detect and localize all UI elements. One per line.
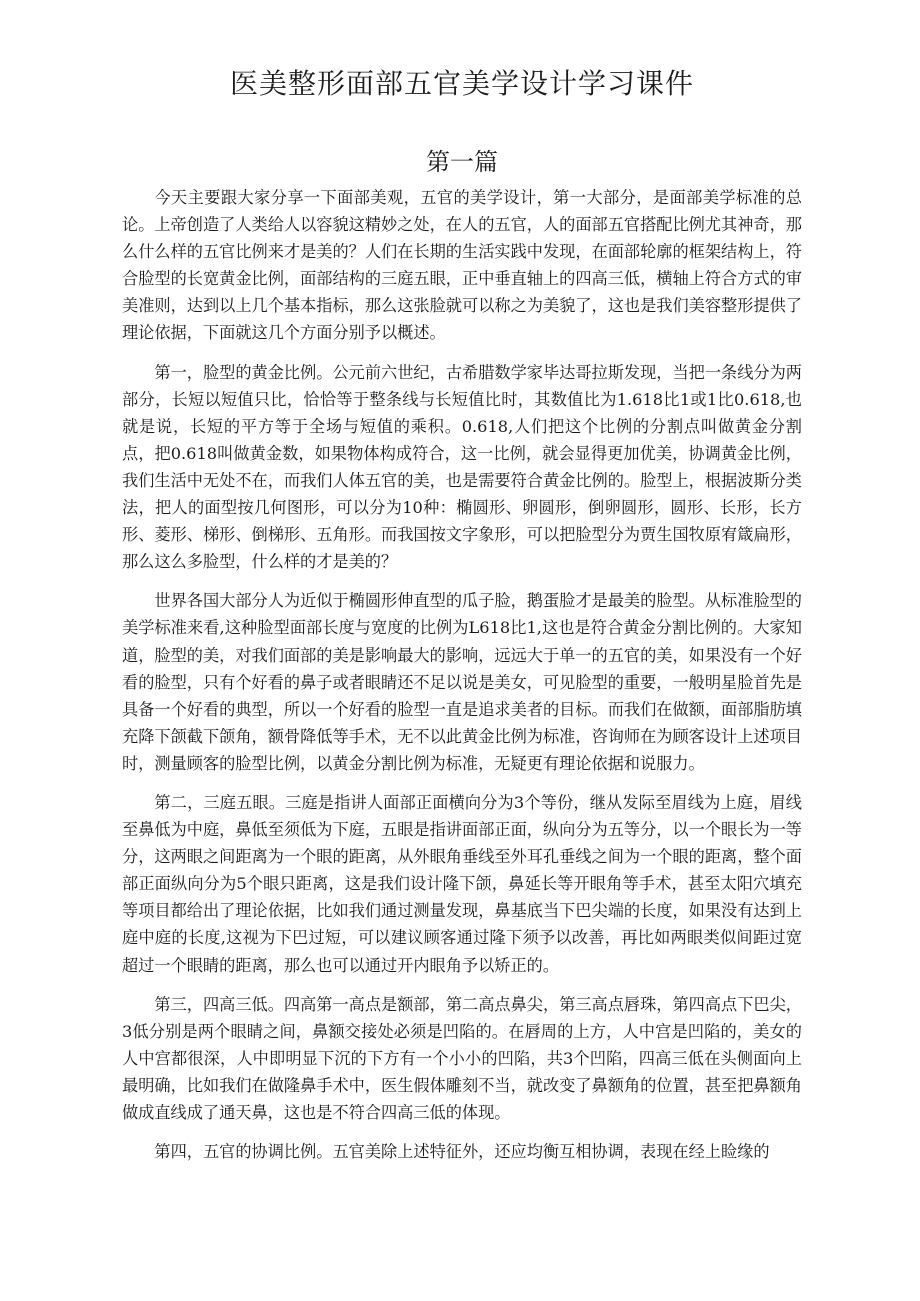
paragraph-four-high-three-low: 第三，四高三低。四高第一高点是额部，第二高点鼻尖，第三高点唇珠，第四高点下巴尖，3低分别是两个眼睛之间，鼻额交接处必须是凹陷的。在唇周的上方，人中宫是凹陷的，美女的人中宫都很深，人中即明显下沉的下方有一个小小的凹陷，共3个凹陷，四高三低在头侧面向上最明确，比如我们在做隆鼻手术中，医生假体雕刻不当，就改变了鼻额角的位置，甚至把鼻额角做成直线成了通天鼻，这也是不符合四高三低的体现。 bbox=[122, 994, 802, 1122]
document-title: 医美整形面部五官美学设计学习课件 bbox=[229, 67, 694, 100]
paragraph-golden-ratio: 第一，脸型的黄金比例。公元前六世纪，古希腊数学家毕达哥拉斯发现，当把一条线分为两部分，长短以短值只比，恰恰等于整条线与长短值比时，其数值比为1.618比1或1比0.618,也就是说，长短的平方等于全场与短值的乘积。0.618,人们把这个比例的分割点叫做黄金分割点，把0.618叫做黄金数，如果物体构成符合，这一比例，就会显得更加优美，协调黄金比例，我们生活中无处不在，而我们人体五官的美，也是需要符合黄金比例的。脸型上，根据波斯分类法，把人的面型按几何图形，可以分为10种：椭圆形、卵圆形，倒卵圆形，圆形、长形，长方形、菱形、梯形、倒梯形、五角形。而我国按文字象形，可以把脸型分为贾生国牧原宥箴扁形，那么这么多脸型，什么样的才是美的？ bbox=[122, 362, 802, 572]
paragraph-intro: 今天主要跟大家分享一下面部美观，五官的美学设计，第一大部分，是面部美学标准的总论。上帝创造了人类给人以容貌这精妙之处，在人的五官，人的面部五官搭配比例尤其神奇，那么什么样的五官比例来才是美的？人们在长期的生活实践中发现，在面部轮廓的框架结构上，符合脸型的长宽黄金比例，面部结构的三庭五眼，正中垂直轴上的四高三低，横轴上符合方式的审美准则，达到以上几个基本指标，那么这张脸就可以称之为美貌了，这也是我们美容整形提供了理论依据，下面就这几个方面分别予以概述。 bbox=[122, 188, 802, 343]
paragraph-face-shape: 世界各国大部分人为近似于椭圆形伸直型的瓜子脸，鹅蛋脸才是最美的脸型。从标准脸型的美学标准来看,这种脸型面部长度与宽度的比例为L618比1,这也是符合黄金分割比例的。大家知道，脸型的美，对我们面部的美是影响最大的影响，远远大于单一的五官的美，如果没有一个好看的脸型，只有个好看的鼻子或者眼睛还不足以说是美女，可见脸型的重要，一般明星脸首先是具备一个好看的典型，所以一个好看的脸型一直是追求美者的目标。而我们在做额，面部脂肪填充降下颌截下颌角，额骨降低等手术，无不以此黄金比例为标准，咨询师在为顾客设计上述项目时，测量顾客的脸型比例，以黄金分割比例为标准，无疑更有理论依据和说服力。 bbox=[122, 591, 802, 773]
section-title: 第一篇 bbox=[426, 148, 498, 176]
paragraph-three-courts-five-eyes: 第二，三庭五眼。三庭是指讲人面部正面横向分为3个等份，继从发际至眉线为上庭，眉线至鼻低为中庭，鼻低至须低为下庭，五眼是指讲面部正面，纵向分为五等分，以一个眼长为一等分，这两眼之间距离为一个眼的距离，从外眼角垂线至外耳孔垂线之间为一个眼的距离，整个面部正面纵向分为5个眼只距离，这是我们设计隆下颌，鼻延长等开眼角等手术，甚至太阳穴填充等项目都给出了理论依据，比如我们通过测量发现，鼻基底当下巴尖端的长度，如果没有达到上庭中庭的长度,这视为下巴过短，可以建议顾客通过隆下须予以改善，再比如两眼类似间距过宽超过一个眼睛的距离，那么也可以通过开内眼角予以矫正的。 bbox=[122, 792, 802, 975]
paragraph-facial-harmony: 第四，五官的协调比例。五官美除上述特征外，还应均衡互相协调，表现在经上睑缘的 bbox=[154, 1142, 770, 1162]
